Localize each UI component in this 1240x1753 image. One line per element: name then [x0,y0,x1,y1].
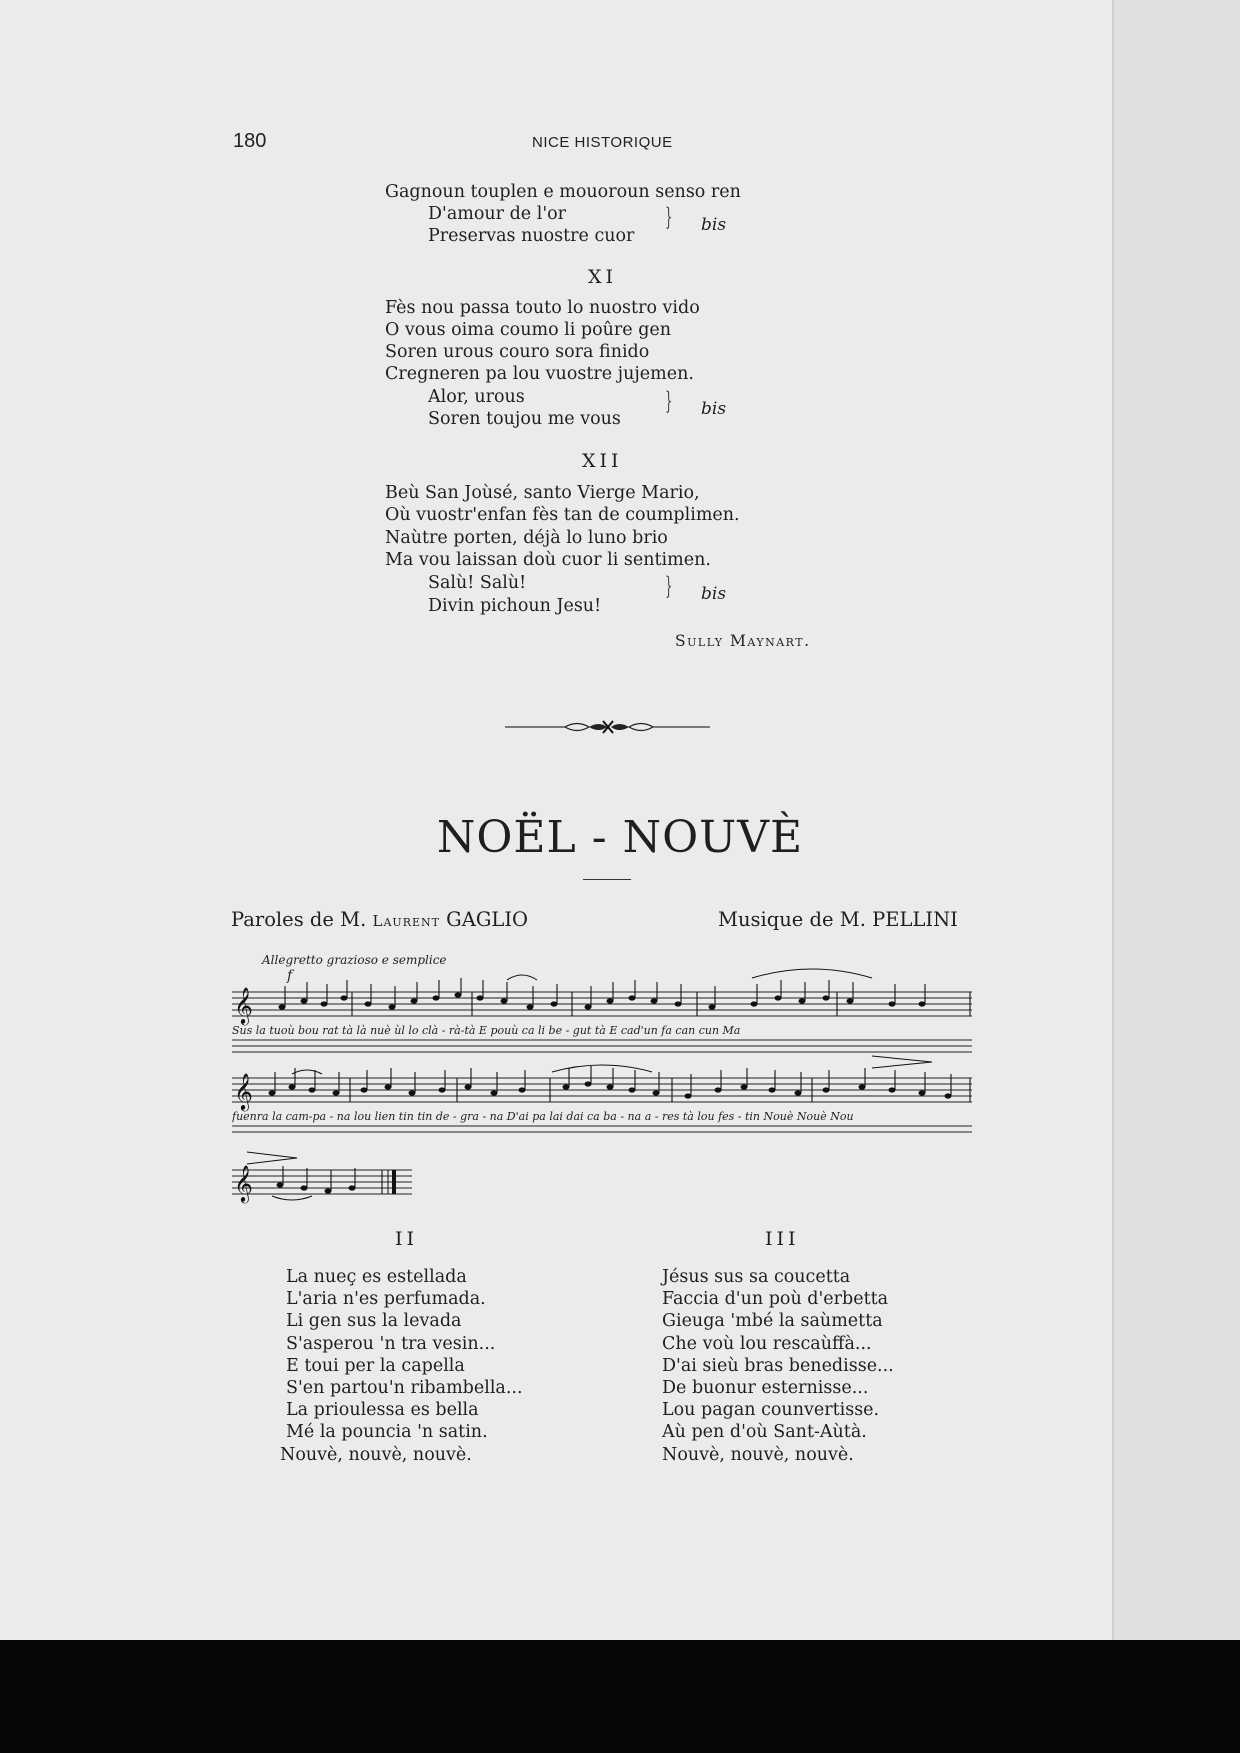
refrain-brace: } [665,572,673,600]
poem-line: Fès nou passa touto lo nuostro vido [385,298,700,318]
poem-line: Cregneren pa lou vuostre jujemen. [385,364,694,384]
poem-line: Soren toujou me vous [428,409,621,429]
verse-line: Lou pagan counvertisse. [662,1400,880,1420]
poem-line: Ma vou laissan doù cuor li sentimen. [385,550,711,570]
verse-line: Aù pen d'où Sant-Aùtà. [662,1422,867,1442]
verse-line: La prioulessa es bella [286,1400,479,1420]
svg-text:𝄞: 𝄞 [234,1072,253,1110]
stanza-number: II [395,1228,419,1250]
poem-line: Naùtre porten, déjà lo luno brio [385,528,668,548]
poem-line: D'amour de l'or [428,204,567,224]
lyrics-credit [231,908,528,931]
lyrics-credit-prefix: Paroles de M. [231,908,367,931]
bis-mark: bis [701,399,727,419]
poem-line: Gagnoun touplen e mouoroun senso ren [385,182,741,202]
stanza-number: XI [588,266,618,288]
svg-text:𝄞: 𝄞 [234,1164,253,1202]
poem-line: Soren urous couro sora finido [385,342,650,362]
verse-line: S'asperou 'n tra vesin... [286,1334,496,1354]
poem-line: Alor, urous [428,387,525,407]
lyrics-author-first: Laurent [372,912,440,930]
verse-line: De buonur esternisse... [662,1378,869,1398]
verse-line: Nouvè, nouvè, nouvè. [280,1445,472,1465]
verse-line: Gieuga 'mbé la saùmetta [662,1311,883,1331]
verse-line: La nueç es estellada [286,1267,467,1287]
verse-line: Jésus sus sa coucetta [662,1267,851,1287]
verse-line: E toui per la capella [286,1356,465,1376]
score-lyrics-line: Sus la tuoù bou rat tà là nuè ùl lo clà - rà-tà E pouù ca li be - gut tà E cad'un fa can cun Ma [232,1024,741,1037]
poem-line: O vous oima coumo li poûre gen [385,320,672,340]
lyrics-author-last: GAGLIO [446,908,529,931]
author-signature: Sully Maynart. [675,632,811,650]
verse-line: D'ai sieù bras benedisse... [662,1356,894,1376]
poem-line: Divin pichoun Jesu! [428,596,602,616]
verse-line: Li gen sus la levada [286,1311,462,1331]
stanza-number: III [765,1228,800,1250]
running-title: NICE HISTORIQUE [532,134,673,151]
poem-line: Preservas nuostre cuor [428,226,635,246]
poem-line: Beù San Joùsé, santo Vierge Mario, [385,483,700,503]
ornament-divider [505,718,710,736]
bis-mark: bis [701,584,727,604]
page-number: 180 [233,130,267,152]
song-title: NOËL - NOUVÈ [436,812,804,863]
scan-background [0,1640,1240,1753]
score-lyrics-line: fuenra la cam-pa - na lou lien tin tin de - gra - na D'ai pa lai dai ca ba - na a - res tà lou fes - tin Nouè Nouè Nou [232,1110,854,1123]
verse-line: L'aria n'es perfumada. [286,1289,486,1309]
verse-line: Che voù lou rescaùffà... [662,1334,872,1354]
verse-line: S'en partou'n ribambella... [286,1378,523,1398]
verse-line: Nouvè, nouvè, nouvè. [662,1445,854,1465]
bis-mark: bis [701,215,727,235]
tempo-marking: Allegretto grazioso e semplice [262,953,447,967]
music-score [232,950,982,1210]
music-credit: Musique de M. PELLINI [718,908,958,931]
poem-line: Salù! Salù! [428,573,527,593]
refrain-brace: } [665,387,673,415]
svg-text:f: f [287,968,293,984]
refrain-brace: } [665,203,673,231]
stanza-number: XII [582,450,623,472]
svg-text:𝄞: 𝄞 [234,986,253,1024]
title-rule [583,879,631,880]
poem-line: Où vuostr'enfan fès tan de coumplimen. [385,505,740,525]
verse-line: Mé la pouncia 'n satin. [286,1422,488,1442]
verse-line: Faccia d'un poù d'erbetta [662,1289,889,1309]
